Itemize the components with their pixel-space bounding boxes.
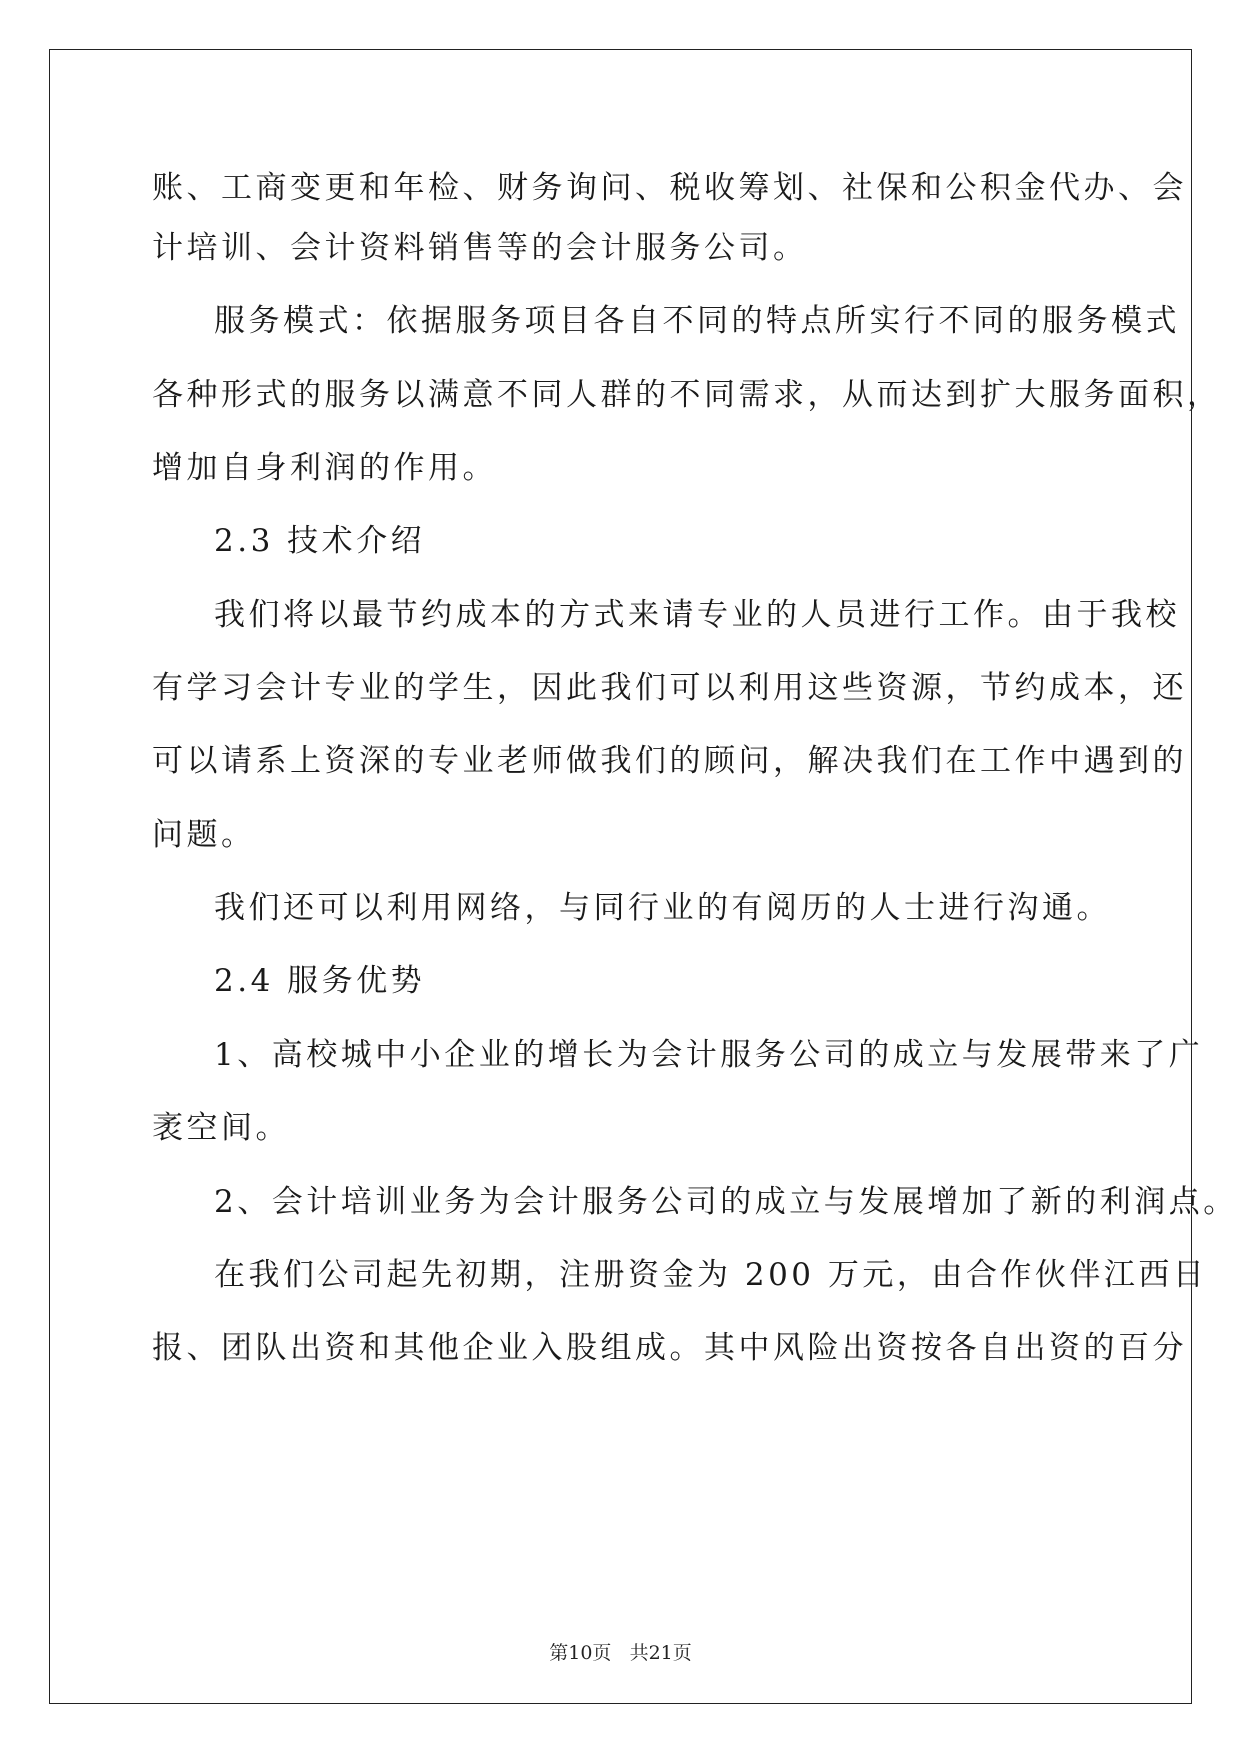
body-line: 计培训、会计资料销售等的会计服务公司。 [152,230,808,266]
paragraph-line: 服务模式：依据服务项目各自不同的特点所实行不同的服务模式 [214,303,1180,339]
paragraph-line: 我们将以最节约成本的方式来请专业的人员进行工作。由于我校 [214,597,1180,633]
paragraph-line: 1、高校城中小企业的增长为会计服务公司的成立与发展带来了广 [214,1037,1204,1073]
page-total: 共21页 [629,1642,692,1664]
body-line: 报、团队出资和其他企业入股组成。其中风险出资按各自出资的百分 [152,1330,1187,1366]
body-line: 账、工商变更和年检、财务询问、税收筹划、社保和公积金代办、会 [152,170,1187,206]
page-number: 第10页 [549,1642,612,1664]
section-heading: 2.4 服务优势 [214,963,426,999]
paragraph-line: 我们还可以利用网络，与同行业的有阅历的人士进行沟通。 [214,890,1111,926]
paragraph-line: 2、会计培训业务为会计服务公司的成立与发展增加了新的利润点。 [214,1184,1238,1220]
body-line: 增加自身利润的作用。 [152,450,497,486]
page-border [49,49,1192,1704]
paragraph-line: 在我们公司起先初期，注册资金为 200 万元，由合作伙伴江西日 [214,1257,1208,1293]
page-footer [0,1638,1241,1665]
section-heading: 2.3 技术介绍 [214,523,426,559]
body-line: 问题。 [152,817,256,853]
body-line: 可以请系上资深的专业老师做我们的顾问，解决我们在工作中遇到的 [152,743,1187,779]
body-line: 袤空间。 [152,1110,290,1146]
body-line: 有学习会计专业的学生，因此我们可以利用这些资源，节约成本，还 [152,670,1187,706]
body-line: 各种形式的服务以满意不同人群的不同需求，从而达到扩大服务面积， [152,377,1222,413]
